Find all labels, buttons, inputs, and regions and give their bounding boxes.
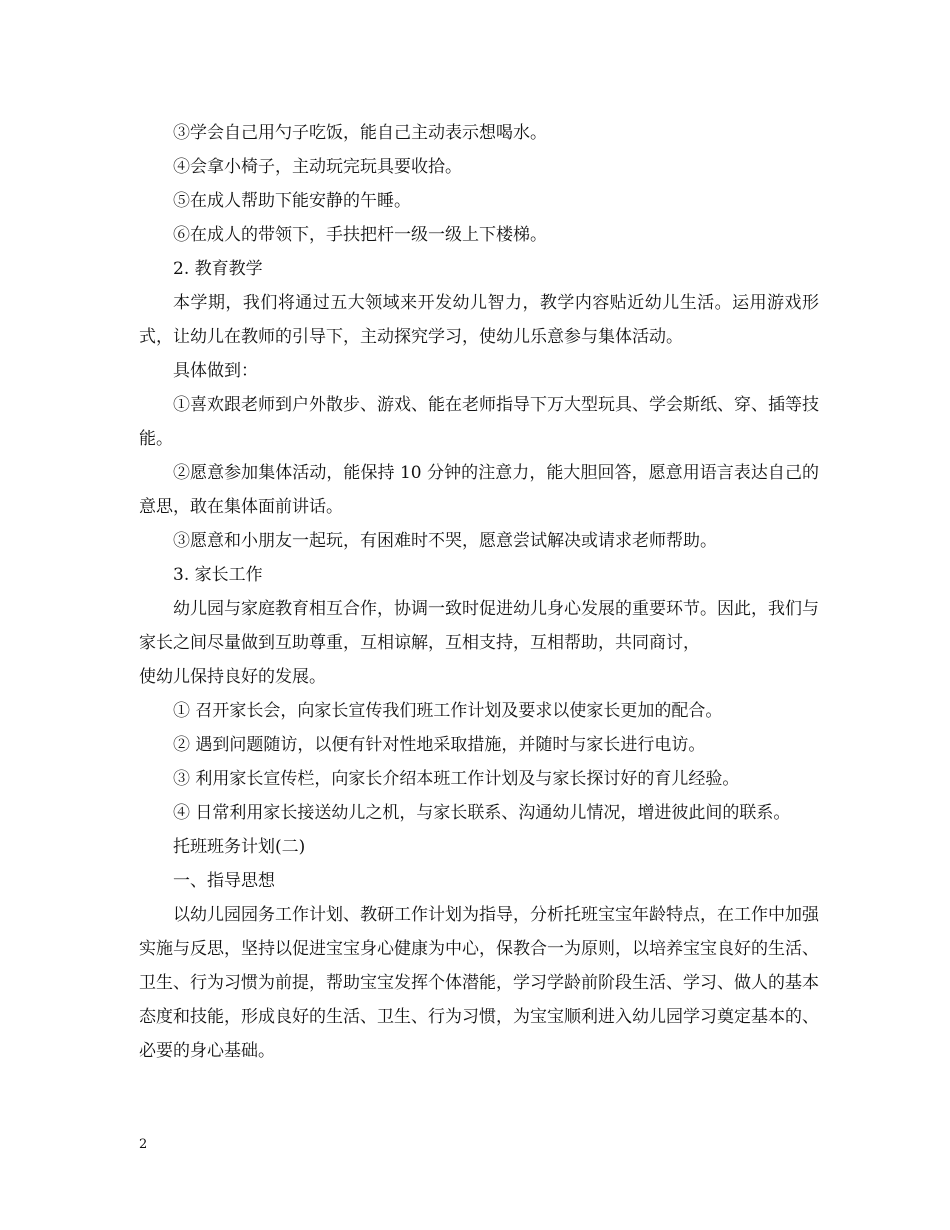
- paragraph-parent-work-continuation: 使幼儿保持良好的发展。: [139, 667, 326, 687]
- section-heading-education: 2. 教育教学: [173, 259, 263, 279]
- paragraph-goal-5: ⑤在成人帮助下能安静的午睡。: [173, 191, 411, 211]
- paragraph-specific-actions: 具体做到：: [173, 361, 258, 381]
- paragraph-education-intro: 本学期，我们将通过五大领域来开发幼儿智力，教学内容贴近幼儿生活。运用游戏形式，让幼儿在教师的引导下，主动探究学习，使幼儿乐意参与集体活动。: [139, 293, 819, 347]
- paragraph-goal-6: ⑥在成人的带领下，手扶把杆一级一级上下楼梯。: [173, 225, 547, 245]
- paragraph-parent-item-4: ④ 日常利用家长接送幼儿之机，与家长联系、沟通幼儿情况，增进彼此间的联系。: [173, 803, 791, 823]
- paragraph-parent-item-3: ③ 利用家长宣传栏，向家长介绍本班工作计划及与家长探讨好的育儿经验。: [173, 769, 740, 789]
- section-heading-parent-work: 3. 家长工作: [173, 565, 263, 585]
- paragraph-education-item-1: ①喜欢跟老师到户外散步、游戏、能在老师指导下万大型玩具、学会斯纸、穿、插等技能。: [139, 395, 819, 449]
- document-body: [139, 116, 819, 1068]
- paragraph-education-item-2: ②愿意参加集体活动，能保持 10 分钟的注意力，能大胆回答，愿意用语言表达自己的意思，敢在集体面前讲话。: [139, 463, 819, 517]
- section-heading-guiding-thought: 一、指导思想: [173, 871, 275, 891]
- page-number: 2: [139, 1137, 148, 1152]
- paragraph-parent-work-intro: 幼儿园与家庭教育相互合作，协调一致时促进幼儿身心发展的重要环节。因此，我们与家长之间尽量做到互助尊重，互相谅解，互相支持，互相帮助，共同商讨，: [139, 599, 819, 653]
- paragraph-parent-item-2: ② 遇到问题随访，以便有针对性地采取措施，并随时与家长进行电访。: [173, 735, 706, 755]
- paragraph-goal-3: ③学会自己用勺子吃饭，能自己主动表示想喝水。: [173, 123, 547, 143]
- subdocument-title: 托班班务计划(二): [173, 837, 306, 857]
- paragraph-guiding-thought: 以幼儿园园务工作计划、教研工作计划为指导，分析托班宝宝年龄特点，在工作中加强实施与反思，坚持以促进宝宝身心健康为中心，保教合一为原则，以培养宝宝良好的生活、卫生、行为习惯为前提，帮助宝宝发挥个体潜能，学习学龄前阶段生活、学习、做人的基本态度和技能，形成良好的生活、卫生、行为习惯，为宝宝顺利进入幼儿园学习奠定基本的、必要的身心基础。: [139, 905, 819, 1061]
- paragraph-goal-4: ④会拿小椅子，主动玩完玩具要收拾。: [173, 157, 462, 177]
- paragraph-parent-item-1: ① 召开家长会，向家长宣传我们班工作计划及要求以使家长更加的配合。: [173, 701, 723, 721]
- paragraph-education-item-3: ③愿意和小朋友一起玩，有困难时不哭，愿意尝试解决或请求老师帮助。: [173, 531, 717, 551]
